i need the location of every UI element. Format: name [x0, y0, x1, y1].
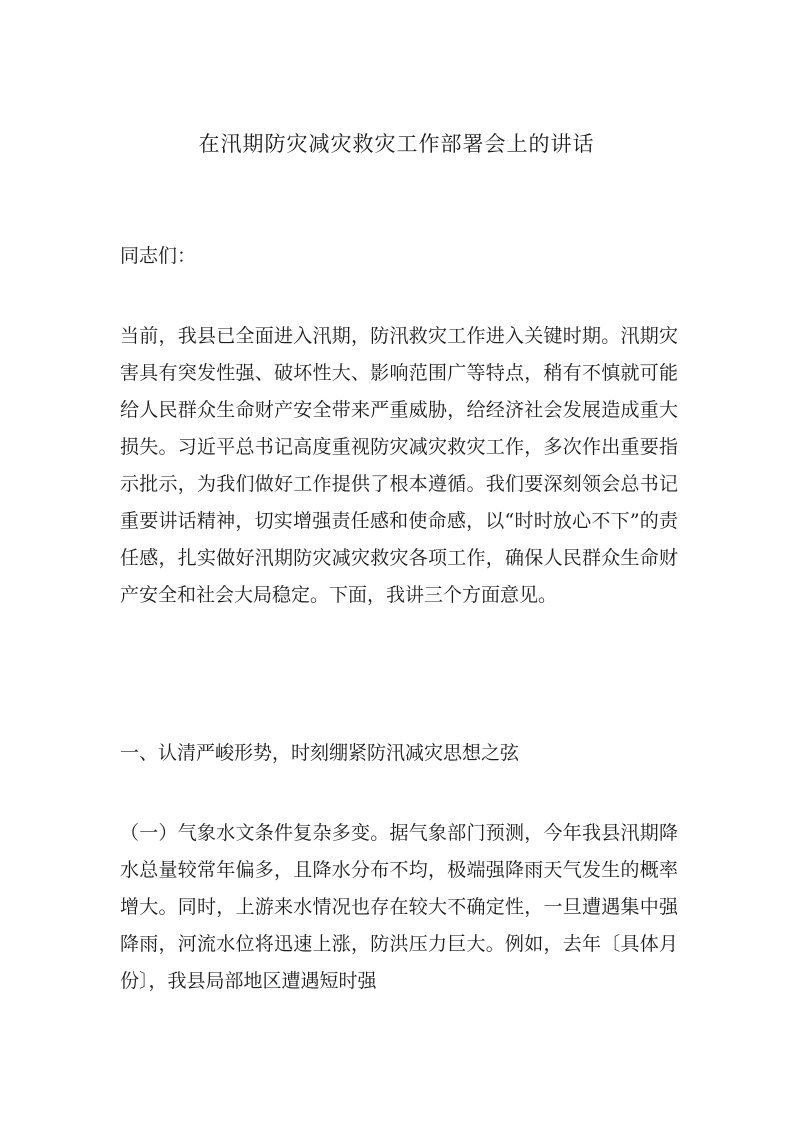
- section-heading-1: 一、认清严峻形势，时刻绷紧防汛减灾思想之弦: [120, 742, 520, 764]
- paragraph-intro: 当前，我县已全面进入汛期，防汛救灾工作进入关键时期。汛期灾害具有突发性强、破坏性大、影响范围广等特点，稍有不慎就可能给人民群众生命财产安全带来严重威胁，给经济社会发展造成重大损失。习近平总书记高度重视防灾减灾救灾工作，多次作出重要指示批示，为我们做好工作提供了根本遵循。我们要深刻领会总书记重要讲话精神，切实增强责任感和使命感，以“时时放心不下”的责任感，扎实做好汛期防灾减灾救灾各项工作，确保人民群众生命财产安全和社会大局稳定。下面，我讲三个方面意见。: [120, 325, 678, 606]
- greeting: 同志们：: [120, 245, 197, 267]
- paragraph-section-1-1: （一）气象水文条件复杂多变。据气象部门预测，今年我县汛期降水总量较常年偏多，且降水分布不均，极端强降雨天气发生的概率增大。同时，上游来水情况也存在较大不确定性，一旦遭遇集中强降雨，河流水位将迅速上涨，防洪压力巨大。例如，去年〔具体月份〕，我县局部地区遭遇短时强: [120, 822, 678, 992]
- document-title: 在汛期防灾减灾救灾工作部署会上的讲话: [198, 132, 595, 156]
